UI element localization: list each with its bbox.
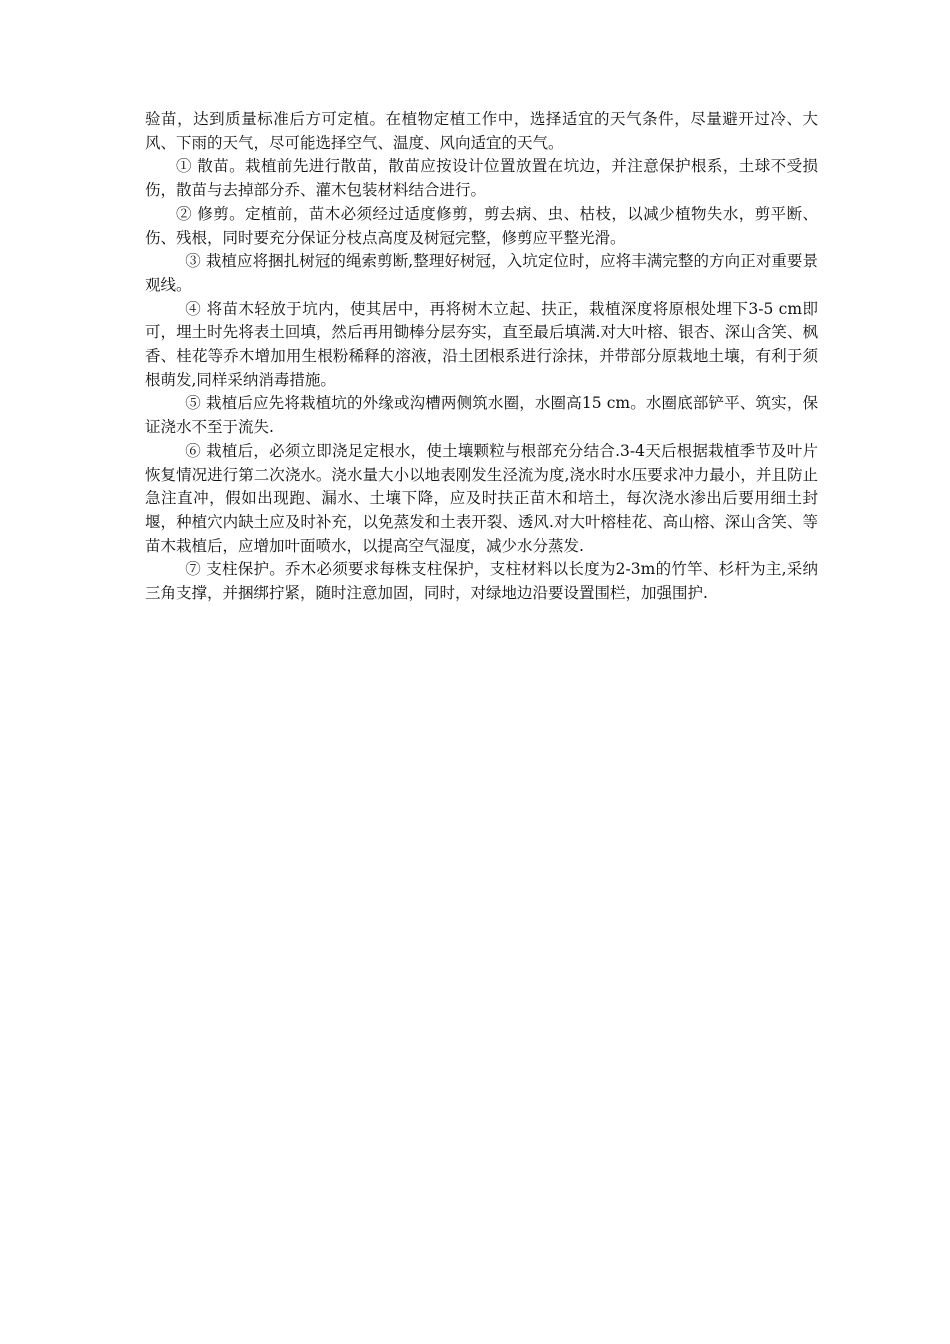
paragraph-intro: 验苗，达到质量标准后方可定植。在植物定植工作中，选择适宜的天气条件，尽量避开过冷、大风、下雨的天气，尽可能选择空气、温度、风向适宜的天气。 xyxy=(145,110,818,152)
paragraph-step-3: ③ 栽植应将捆扎树冠的绳索剪断,整理好树冠，入坑定位时，应将丰满完整的方向正对重要景观线。 xyxy=(145,252,818,294)
paragraph-step-7: ⑦ 支柱保护。乔木必须要求每株支柱保护，支柱材料以长度为2-3m的竹竿、杉杆为主,采纳三角支撑，并捆绑拧紧，随时注意加固，同时，对绿地边沿要设置围栏，加强围护. xyxy=(145,560,818,603)
paragraph-step-2: ② 修剪。定植前，苗木必须经过适度修剪，剪去病、虫、枯枝，以减少植物失水，剪平断、伤、残根，同时要充分保证分枝点高度及树冠完整，修剪应平整光滑。 xyxy=(145,204,818,247)
paragraph-step-5: ⑤ 栽植后应先将栽植坑的外缘或沟槽两侧筑水圈，水圈高15 cm。水圈底部铲平、筑实，保证浇水不至于流失. xyxy=(145,394,818,437)
paragraph-step-1: ① 散苗。栽植前先进行散苗，散苗应按设计位置放置在坑边，并注意保护根系，土球不受损伤，散苗与去掉部分乔、灌木包装材料结合进行。 xyxy=(145,157,818,200)
paragraph-step-4: ④ 将苗木轻放于坑内，使其居中，再将树木立起、扶正，栽植深度将原根处埋下3-5 cm即可，埋土时先将表土回填，然后再用锄棒分层夯实，直至最后填满.对大叶榕、银杏、深山含笑、枫香、桂花等乔木增加用生根粉稀释的溶液，沿土团根系进行涂抹，并带部分原栽地土壤，有利于须根萌发,同样采纳消毒措施。 xyxy=(145,299,818,389)
document-body xyxy=(145,108,818,606)
paragraph-step-6: ⑥ 栽植后，必须立即浇足定根水，使土壤颗粒与根部充分结合.3-4天后根据栽植季节及叶片恢复情况进行第二次浇水。浇水量大小以地表刚发生泾流为度,浇水时水压要求冲力最小，并且防止急注直冲，假如出现跑、漏水、土壤下降，应及时扶正苗木和培土，每次浇水渗出后要用细土封堰，种植穴内缺土应及时补充，以免蒸发和土表开裂、透风.对大叶榕桂花、高山榕、深山含笑、等苗木栽植后，应增加叶面喷水，以提高空气湿度，减少水分蒸发. xyxy=(145,441,818,555)
